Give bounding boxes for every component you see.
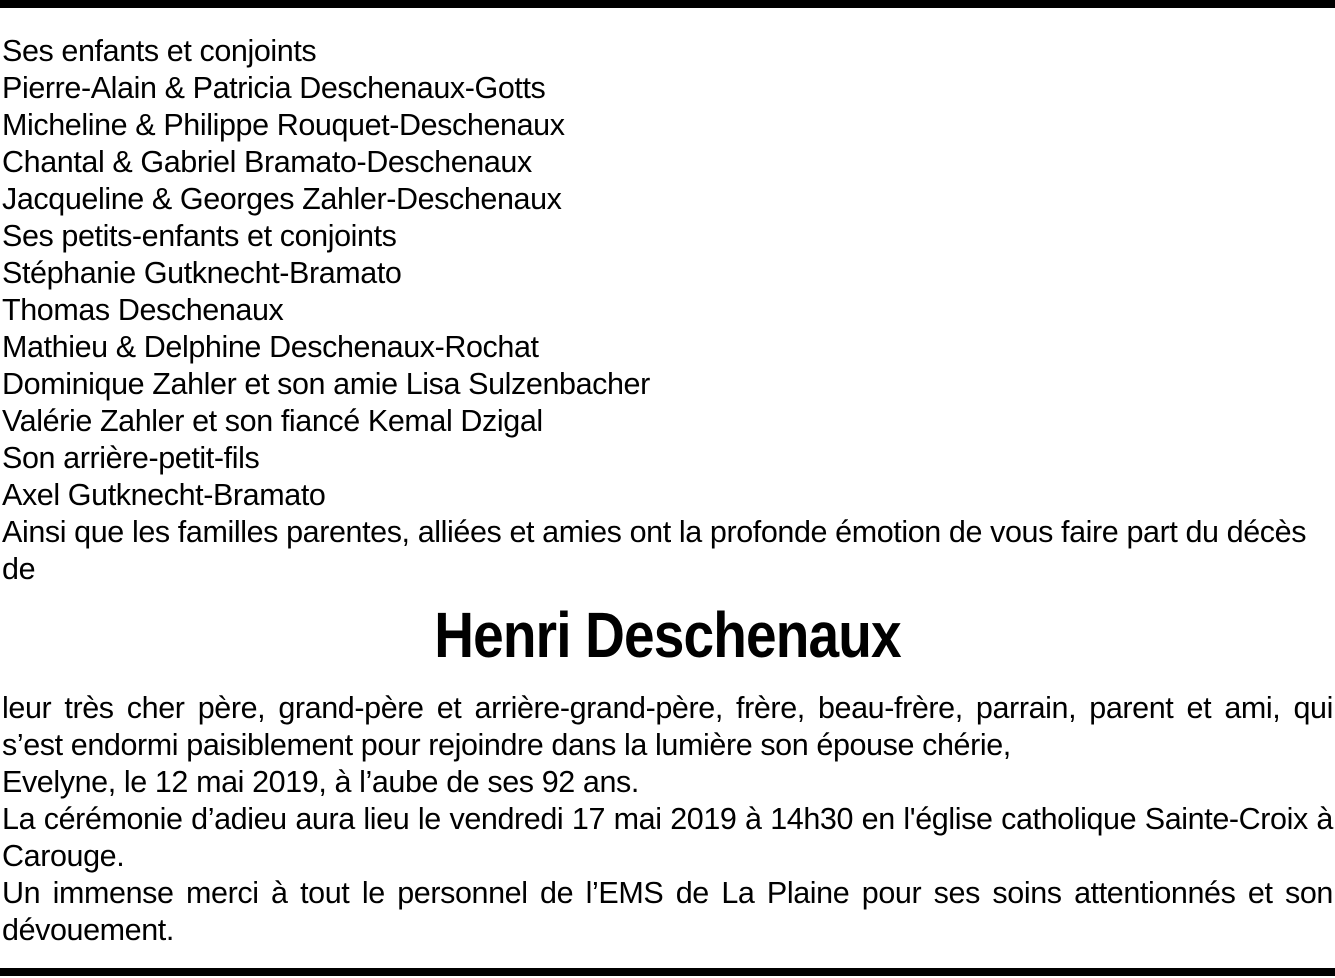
family-member: Dominique Zahler et son amie Lisa Sulzenbacher xyxy=(2,367,650,401)
thanks-paragraph: Un immense merci à tout le personnel de l’EMS de La Plaine pour ses soins attentionnés et son dévouement. xyxy=(2,876,1333,947)
obituary-body xyxy=(2,690,1333,949)
deceased-name: Henri Deschenaux xyxy=(434,599,901,671)
family-heading-great-grandchild: Son arrière-petit-fils xyxy=(2,441,260,475)
family-member: Pierre-Alain & Patricia Deschenaux-Gotts xyxy=(2,71,546,105)
family-member: Valérie Zahler et son fiancé Kemal Dzigal xyxy=(2,404,543,438)
date-line: Evelyne, le 12 mai 2019, à l’aube de ses 92 ans. xyxy=(2,765,639,799)
family-member: Micheline & Philippe Rouquet-Deschenaux xyxy=(2,108,565,142)
ceremony-paragraph: La cérémonie d’adieu aura lieu le vendredi 17 mai 2019 à 14h30 en l'église catholique Sainte-Croix à Carouge. xyxy=(2,802,1333,873)
announcement-text: Ainsi que les familles parentes, alliées et amies ont la profonde émotion de vous faire part du décès de xyxy=(2,515,1307,586)
family-member: Thomas Deschenaux xyxy=(2,293,284,327)
family-member: Chantal & Gabriel Bramato-Deschenaux xyxy=(2,145,532,179)
family-member: Stéphanie Gutknecht-Bramato xyxy=(2,256,402,290)
family-member: Jacqueline & Georges Zahler-Deschenaux xyxy=(2,182,562,216)
top-border-rule xyxy=(0,0,1335,8)
tribute-paragraph: leur très cher père, grand-père et arrière-grand-père, frère, beau-frère, parrain, parent et ami, qui s’est endormi paisiblement pour rejoindre dans la lumière son épouse chérie, xyxy=(2,691,1333,762)
family-heading-grandchildren: Ses petits-enfants et conjoints xyxy=(2,219,397,253)
family-heading-children: Ses enfants et conjoints xyxy=(2,34,317,68)
family-member: Axel Gutknecht-Bramato xyxy=(2,478,326,512)
family-member: Mathieu & Delphine Deschenaux-Rochat xyxy=(2,330,539,364)
bottom-border-rule xyxy=(0,968,1335,976)
family-list xyxy=(2,33,1333,588)
